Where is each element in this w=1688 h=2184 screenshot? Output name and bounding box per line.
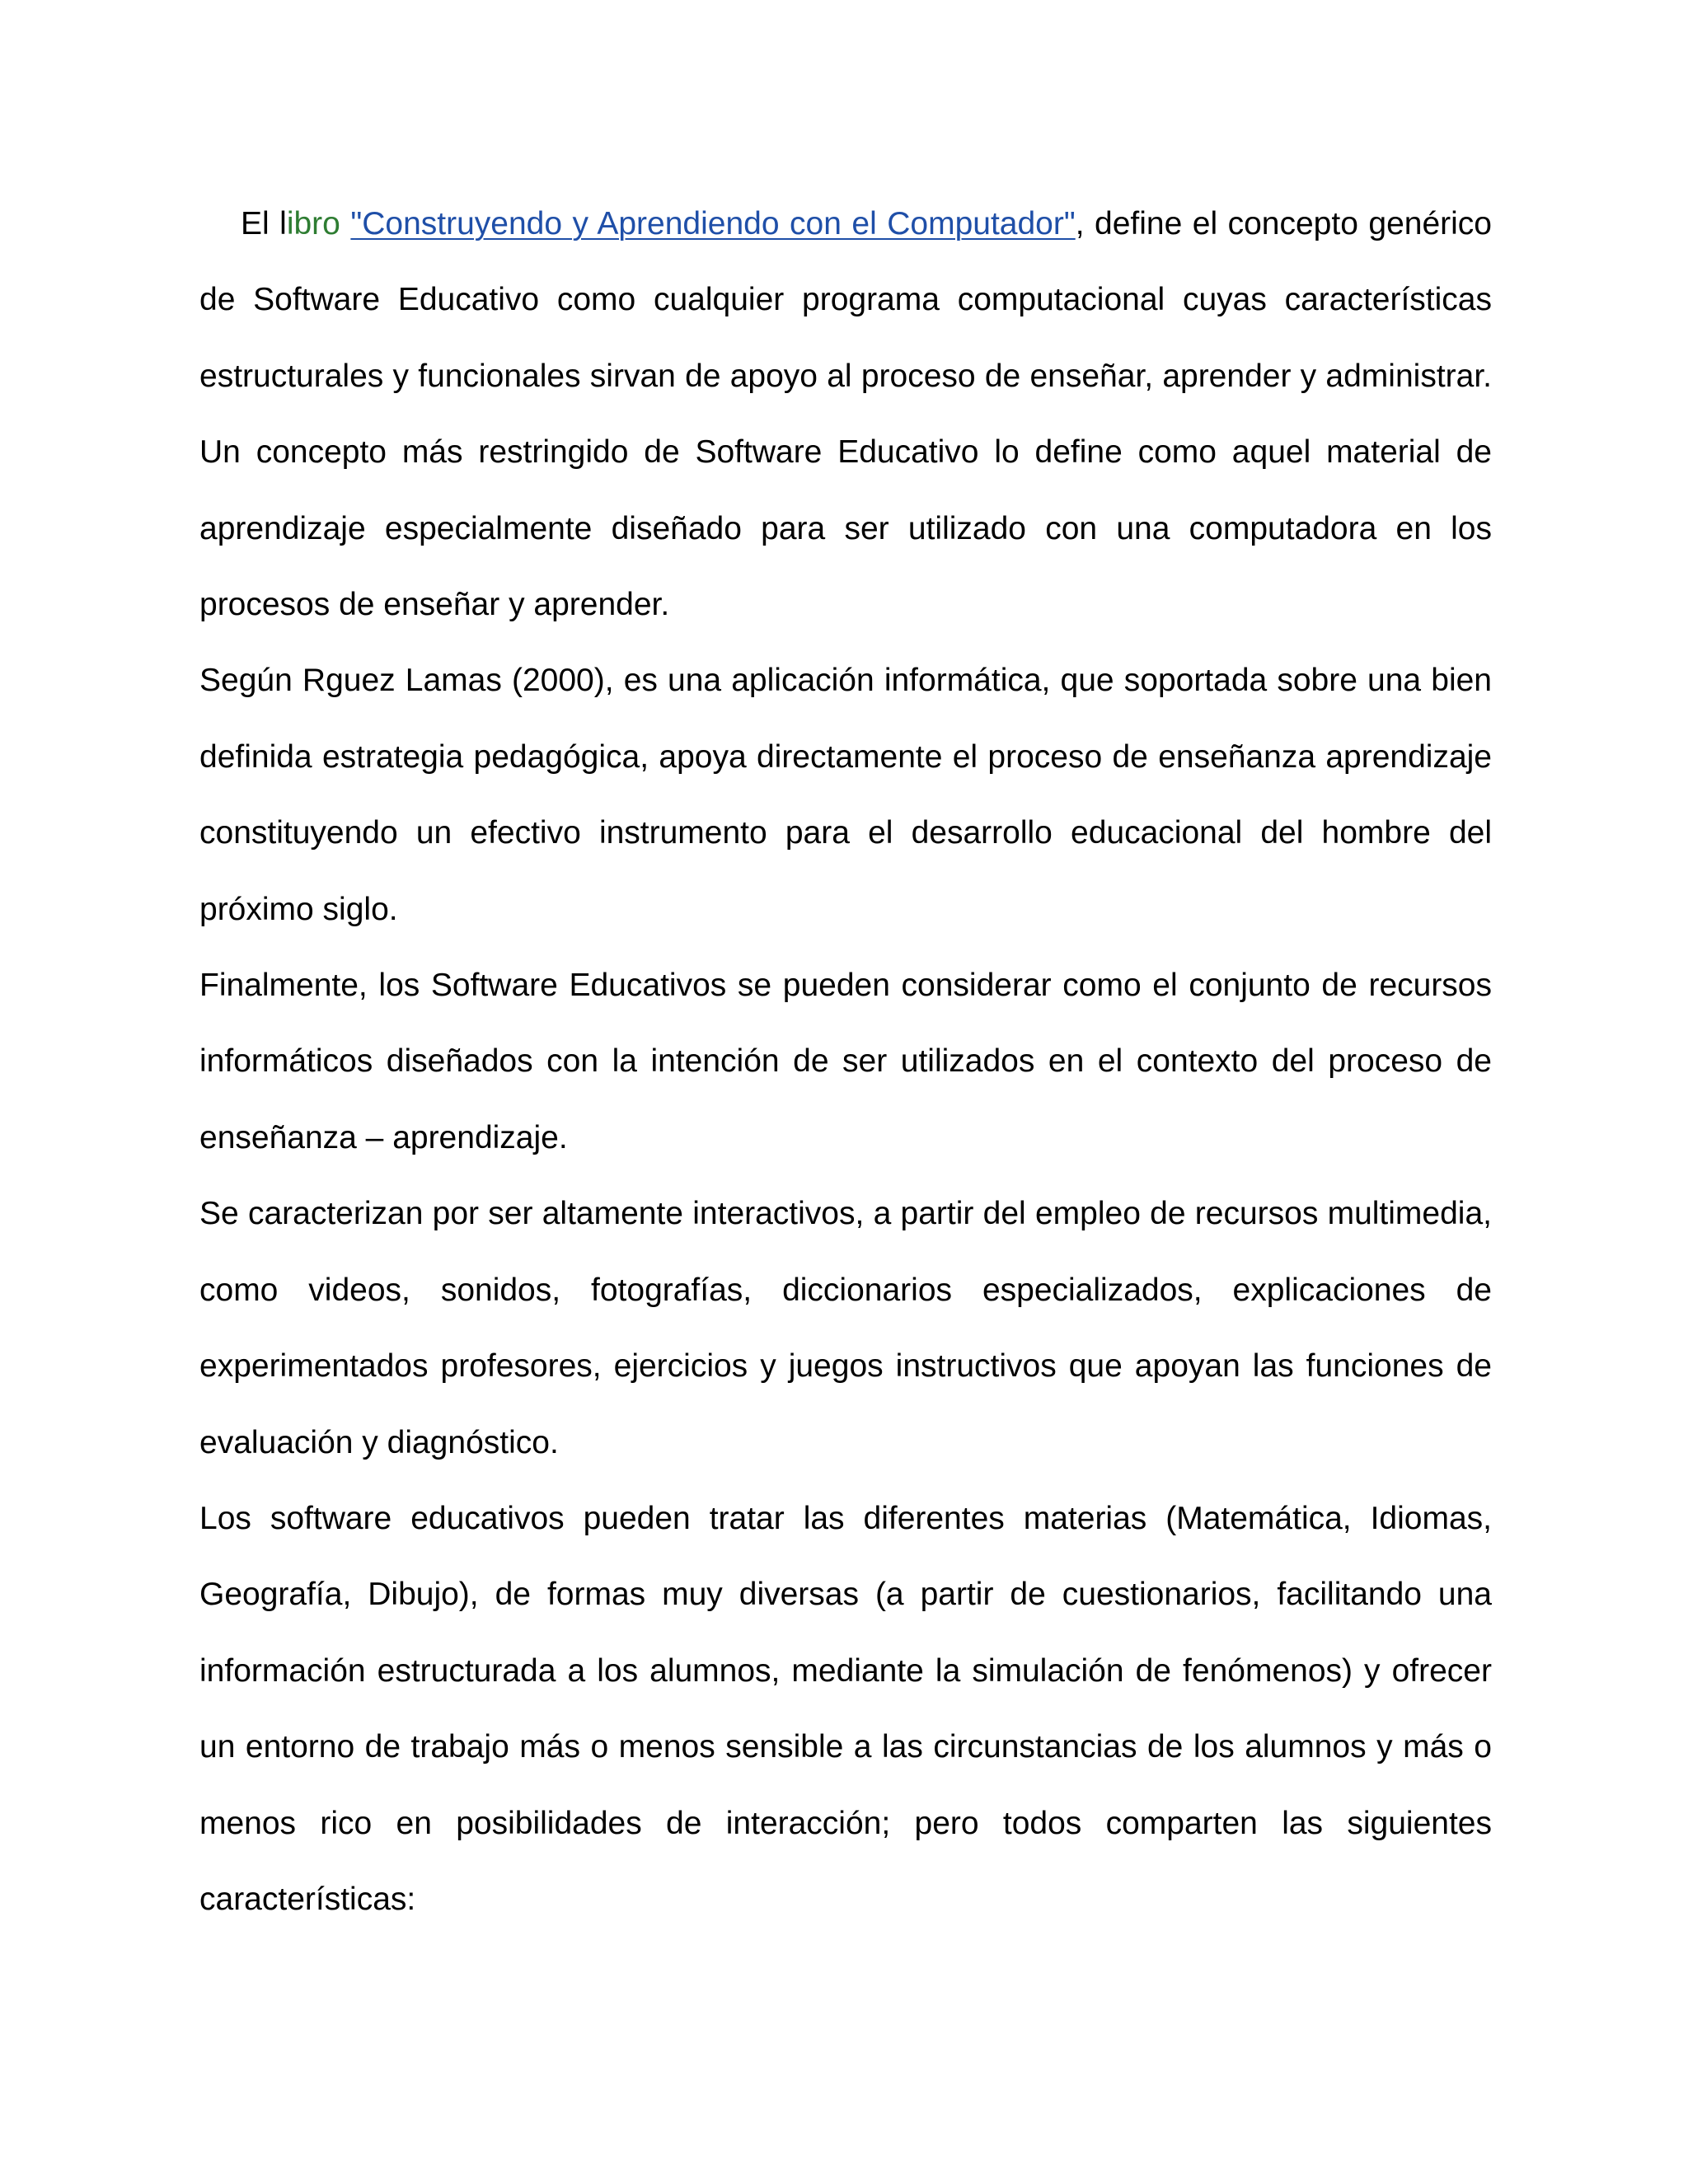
- document-page: [199, 186, 1492, 1938]
- paragraph-1-prefix: El l: [241, 206, 287, 241]
- paragraph-1-space: [340, 206, 351, 241]
- book-title-link[interactable]: "Construyendo y Aprendiendo con el Computador": [350, 206, 1076, 241]
- highlighted-text: ibro: [286, 206, 340, 241]
- paragraph-2: Según Rguez Lamas (2000), es una aplicación informática, que soportada sobre una bien definida estrategia pedagógica, apoya directamente el proceso de enseñanza aprendizaje constituyendo un efectivo instrumento para el desarrollo educacional del hombre del próximo siglo.: [199, 663, 1492, 927]
- paragraph-1: [199, 186, 1492, 643]
- paragraph-1-rest: , define el concepto genérico de Software Educativo como cualquier programa computacional cuyas características estructurales y funcionales sirvan de apoyo al proceso de enseñar, aprender y administrar. Un concepto más restringido de Software Educativo lo define como aquel material de aprendizaje especialmente diseñado para ser utilizado con una computadora en los procesos de enseñar y aprender.: [199, 206, 1492, 623]
- paragraph-5: Los software educativos pueden tratar las diferentes materias (Matemática, Idiomas, Geografía, Dibujo), de formas muy diversas (a partir de cuestionarios, facilitando una información estructurada a los alumnos, mediante la simulación de fenómenos) y ofrecer un entorno de trabajo más o menos sensible a las circunstancias de los alumnos y más o menos rico en posibilidades de interacción; pero todos comparten las siguientes características:: [199, 1500, 1492, 1917]
- paragraph-3: Finalmente, los Software Educativos se pueden considerar como el conjunto de recursos informáticos diseñados con la intención de ser utilizados en el contexto del proceso de enseñanza – aprendizaje.: [199, 968, 1492, 1155]
- paragraph-4: Se caracterizan por ser altamente interactivos, a partir del empleo de recursos multimedia, como videos, sonidos, fotografías, diccionarios especializados, explicaciones de experimentados profesores, ejercicios y juegos instructivos que apoyan las funciones de evaluación y diagnóstico.: [199, 1196, 1492, 1460]
